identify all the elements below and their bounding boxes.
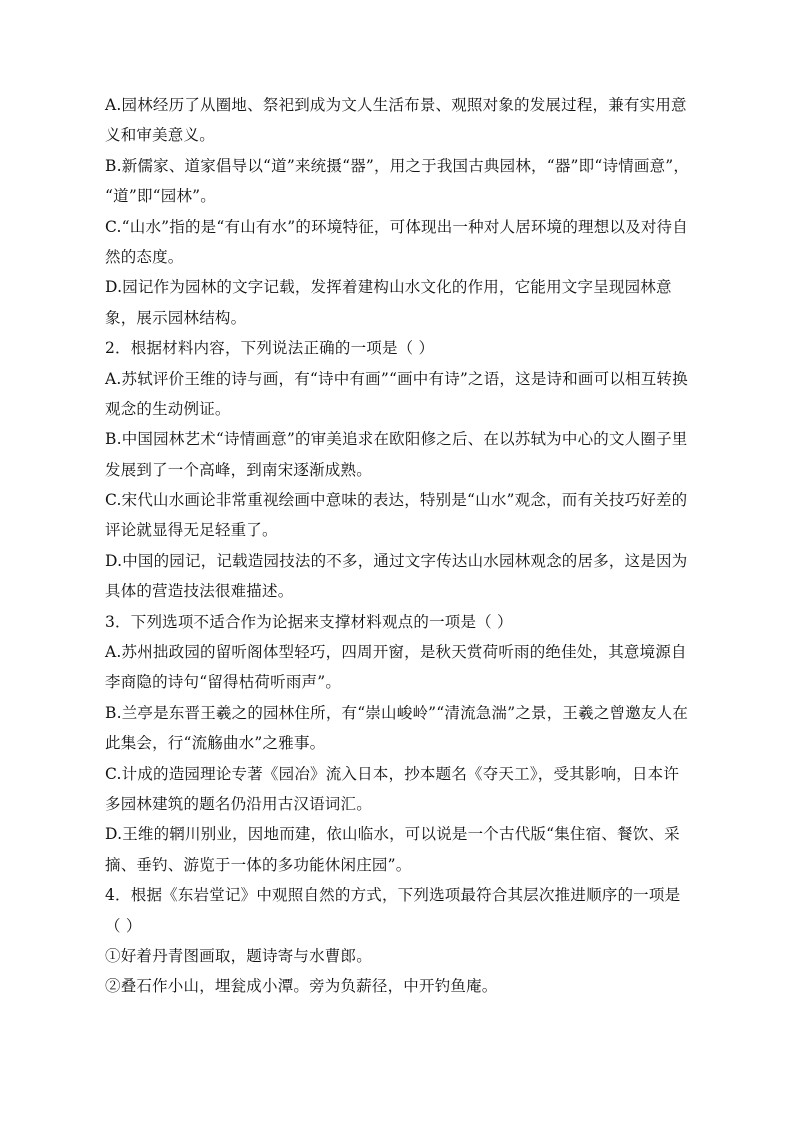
option-2d-line-1: D.中国的园记，记载造园技法的不多，通过文字传达山水园林观念的居多，这是因为 [105, 551, 688, 570]
option-1b-line-2: “道”即“园林”。 [105, 187, 216, 206]
option-3c-line-2: 多园林建筑的题名仍沿用古汉语词汇。 [105, 794, 372, 813]
option-1a-line-1: A.园林经历了从圈地、祭祀到成为文人生活布景、观照对象的发展过程，兼有实用意 [105, 96, 687, 114]
option-2d-line-2: 具体的营造技法很难描述。 [105, 582, 294, 601]
option-1a-line-2: 义和审美意义。 [105, 126, 215, 145]
option-3c-line-1: C.计成的造园理论专著《园冶》流入日本，抄本题名《夺天工》，受其影响，日本许 [105, 764, 680, 783]
question-4-item-2: ②叠石作小山，埋瓮成小潭。旁为负薪径，中开钓鱼庵。 [105, 977, 498, 996]
option-2c-line-1: C.宋代山水画论非常重视绘画中意味的表达，特别是“山水”观念，而有关技巧好差的 [105, 491, 688, 510]
option-2a-line-1: A.苏轼评价王维的诗与画，有“诗中有画”“画中有诗”之语，这是诗和画可以相互转换 [105, 369, 688, 388]
option-1c-line-2: 然的态度。 [105, 247, 184, 266]
option-1d-line-2: 象，展示园林结构。 [105, 308, 247, 327]
question-4-stem-line-1: 4．根据《东岩堂记》中观照自然的方式，下列选项最符合其层次推进顺序的一项是 [105, 886, 681, 905]
option-3d-line-1: D.王维的辋川别业，因地而建，依山临水，可以说是一个古代版“集住宿、餐饮、采 [105, 825, 680, 844]
question-4-item-1: ①好着丹青图画取，题诗寄与水曹郎。 [105, 946, 372, 965]
option-3a-line-2: 李商隐的诗句“留得枯荷听雨声”。 [105, 673, 342, 692]
option-1c-line-1: C.“山水”指的是“有山有水”的环境特征，可体现出一种对人居环境的理想以及对待自 [105, 217, 688, 236]
option-1d-line-1: D.园记作为园林的文字记载，发挥着建构山水文化的作用，它能用文字呈现园林意 [105, 278, 672, 297]
option-3a-line-1: A.苏州拙政园的留听阁体型轻巧，四周开窗，是秋天赏荷听雨的绝佳处，其意境源自 [105, 643, 687, 662]
option-1b-line-1: B.新儒家、道家倡导以“道”来统摄“器”，用之于我国古典园林，“器”即“诗情画意”， [105, 156, 690, 175]
option-2b-line-2: 发展到了一个高峰，到南宋逐渐成熟。 [105, 460, 372, 479]
option-2b-line-1: B.中国园林艺术“诗情画意”的审美追求在欧阳修之后、在以苏轼为中心的文人圈子里 [105, 430, 688, 449]
document-body [105, 90, 695, 1002]
option-3b-line-2: 此集会，行“流觞曲水”之雅事。 [105, 734, 326, 753]
option-2c-line-2: 评论就显得无足轻重了。 [105, 521, 278, 540]
option-3d-line-2: 摘、垂钓、游览于一体的多功能休闲庄园”。 [105, 855, 412, 874]
option-2a-line-2: 观念的生动例证。 [105, 399, 231, 418]
question-3-stem: 3．下列选项不适合作为论据来支撑材料观点的一项是（ ） [105, 612, 513, 631]
option-3b-line-1: B.兰亭是东晋王羲之的园林住所，有“崇山峻岭”“清流急湍”之景，王羲之曾邀友人在 [105, 703, 689, 722]
question-2-stem: 2．根据材料内容，下列说法正确的一项是（ ） [105, 339, 435, 358]
question-4-stem-line-2: （ ） [105, 916, 142, 935]
